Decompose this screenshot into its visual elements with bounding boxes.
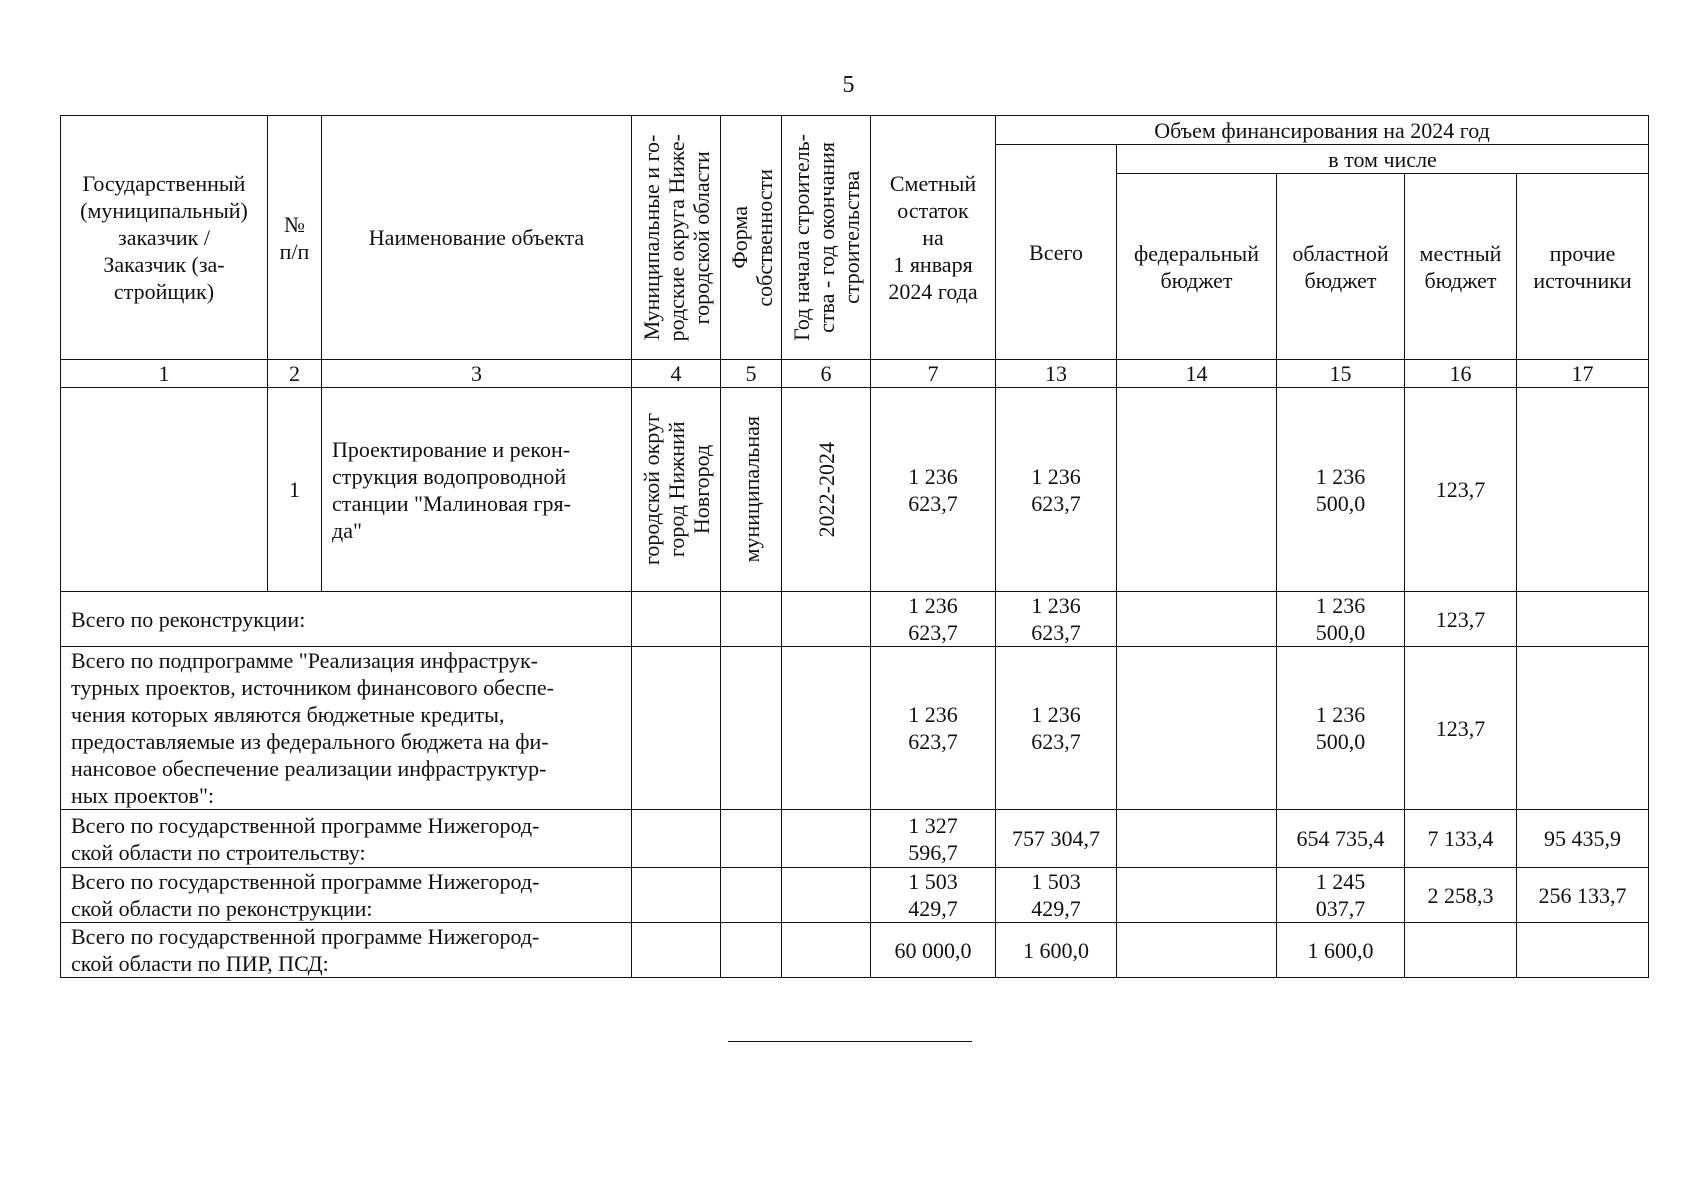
header-total: Всего bbox=[996, 145, 1117, 360]
summary-label: Всего по подпрограмме "Реализация инфраструк- турных проектов, источником финансового обеспе- чения которых являются бюджетные кредиты, предоставляемые из федерального бюджета на фи- нансовое обеспечение реализации инфраструктур- ных проектов": bbox=[61, 647, 632, 810]
summary-local: 7 133,4 bbox=[1405, 810, 1517, 868]
summary-ownership-form bbox=[721, 810, 782, 868]
object-ownership-form: муниципальная bbox=[721, 388, 782, 592]
header-object-name: Наименование объекта bbox=[322, 116, 632, 360]
summary-municipal-district bbox=[632, 810, 721, 868]
summary-local: 123,7 bbox=[1405, 647, 1517, 810]
object-customer bbox=[61, 388, 268, 592]
summary-row bbox=[61, 923, 1649, 978]
object-other bbox=[1517, 388, 1649, 592]
summary-rows bbox=[61, 592, 1649, 978]
summary-estimate: 1 327 596,7 bbox=[871, 810, 996, 868]
header-funding-title: Объем финансирования на 2024 год bbox=[996, 116, 1649, 145]
summary-other bbox=[1517, 647, 1649, 810]
summary-estimate: 1 503 429,7 bbox=[871, 868, 996, 923]
summary-regional: 1 236 500,0 bbox=[1277, 647, 1405, 810]
object-regional: 1 236 500,0 bbox=[1277, 388, 1405, 592]
summary-row bbox=[61, 868, 1649, 923]
header-construction-years: Год начала строитель- ства - год окончания строительства bbox=[782, 116, 871, 360]
summary-estimate: 60 000,0 bbox=[871, 923, 996, 978]
header-customer: Государственный (муниципальный) заказчик / Заказчик (за- стройщик) bbox=[61, 116, 268, 360]
summary-estimate: 1 236 623,7 bbox=[871, 647, 996, 810]
summary-ownership-form bbox=[721, 923, 782, 978]
column-numbers-row bbox=[61, 360, 1649, 388]
column-number: 15 bbox=[1277, 360, 1405, 388]
column-number: 13 bbox=[996, 360, 1117, 388]
object-number: 1 bbox=[268, 388, 322, 592]
summary-federal bbox=[1117, 868, 1277, 923]
summary-regional: 1 245 037,7 bbox=[1277, 868, 1405, 923]
summary-total: 1 503 429,7 bbox=[996, 868, 1117, 923]
summary-construction-years bbox=[782, 592, 871, 647]
summary-municipal-district bbox=[632, 592, 721, 647]
summary-ownership-form bbox=[721, 592, 782, 647]
summary-municipal-district bbox=[632, 647, 721, 810]
financing-table bbox=[60, 115, 1649, 978]
object-federal bbox=[1117, 388, 1277, 592]
object-total: 1 236 623,7 bbox=[996, 388, 1117, 592]
summary-row bbox=[61, 592, 1649, 647]
summary-local bbox=[1405, 923, 1517, 978]
header-ownership-form: Форма собственности bbox=[721, 116, 782, 360]
header-local-budget: местный бюджет bbox=[1405, 174, 1517, 360]
summary-total: 1 600,0 bbox=[996, 923, 1117, 978]
summary-total: 1 236 623,7 bbox=[996, 592, 1117, 647]
page-number: 5 bbox=[842, 72, 855, 98]
summary-federal bbox=[1117, 810, 1277, 868]
footer-divider bbox=[728, 1041, 972, 1042]
object-name: Проектирование и рекон- струкция водопроводной станции "Малиновая гря- да" bbox=[322, 388, 632, 592]
summary-construction-years bbox=[782, 868, 871, 923]
summary-other: 95 435,9 bbox=[1517, 810, 1649, 868]
summary-federal bbox=[1117, 592, 1277, 647]
summary-other bbox=[1517, 592, 1649, 647]
summary-ownership-form bbox=[721, 647, 782, 810]
column-number: 5 bbox=[721, 360, 782, 388]
summary-federal bbox=[1117, 923, 1277, 978]
column-number: 2 bbox=[268, 360, 322, 388]
summary-construction-years bbox=[782, 647, 871, 810]
column-number: 7 bbox=[871, 360, 996, 388]
summary-row bbox=[61, 647, 1649, 810]
summary-total: 757 304,7 bbox=[996, 810, 1117, 868]
summary-estimate: 1 236 623,7 bbox=[871, 592, 996, 647]
column-number: 1 bbox=[61, 360, 268, 388]
header-other-sources: прочие источники bbox=[1517, 174, 1649, 360]
summary-label: Всего по государственной программе Нижегород- ской области по реконструкции: bbox=[61, 868, 632, 923]
summary-label: Всего по реконструкции: bbox=[61, 592, 632, 647]
column-number: 4 bbox=[632, 360, 721, 388]
header-estimate-balance: Сметный остаток на 1 января 2024 года bbox=[871, 116, 996, 360]
header-including: в том числе bbox=[1117, 145, 1649, 174]
summary-municipal-district bbox=[632, 923, 721, 978]
summary-label: Всего по государственной программе Нижегород- ской области по строительству: bbox=[61, 810, 632, 868]
column-number: 14 bbox=[1117, 360, 1277, 388]
summary-construction-years bbox=[782, 923, 871, 978]
object-construction-years: 2022-2024 bbox=[782, 388, 871, 592]
header-municipal-district: Муниципальные и го- родские округа Ниже- городской области bbox=[632, 116, 721, 360]
header-regional-budget: областной бюджет bbox=[1277, 174, 1405, 360]
object-local: 123,7 bbox=[1405, 388, 1517, 592]
column-number: 3 bbox=[322, 360, 632, 388]
column-number: 6 bbox=[782, 360, 871, 388]
summary-other: 256 133,7 bbox=[1517, 868, 1649, 923]
summary-ownership-form bbox=[721, 868, 782, 923]
column-number: 16 bbox=[1405, 360, 1517, 388]
object-estimate: 1 236 623,7 bbox=[871, 388, 996, 592]
summary-other bbox=[1517, 923, 1649, 978]
object-row bbox=[61, 388, 1649, 592]
summary-label: Всего по государственной программе Нижегород- ской области по ПИР, ПСД: bbox=[61, 923, 632, 978]
summary-regional: 654 735,4 bbox=[1277, 810, 1405, 868]
object-municipal-district: городской округ город Нижний Новгород bbox=[632, 388, 721, 592]
summary-regional: 1 236 500,0 bbox=[1277, 592, 1405, 647]
column-number: 17 bbox=[1517, 360, 1649, 388]
summary-local: 2 258,3 bbox=[1405, 868, 1517, 923]
summary-local: 123,7 bbox=[1405, 592, 1517, 647]
summary-regional: 1 600,0 bbox=[1277, 923, 1405, 978]
summary-federal bbox=[1117, 647, 1277, 810]
summary-row bbox=[61, 810, 1649, 868]
header-federal-budget: федеральный бюджет bbox=[1117, 174, 1277, 360]
summary-construction-years bbox=[782, 810, 871, 868]
summary-municipal-district bbox=[632, 868, 721, 923]
header-number: № п/п bbox=[268, 116, 322, 360]
summary-total: 1 236 623,7 bbox=[996, 647, 1117, 810]
